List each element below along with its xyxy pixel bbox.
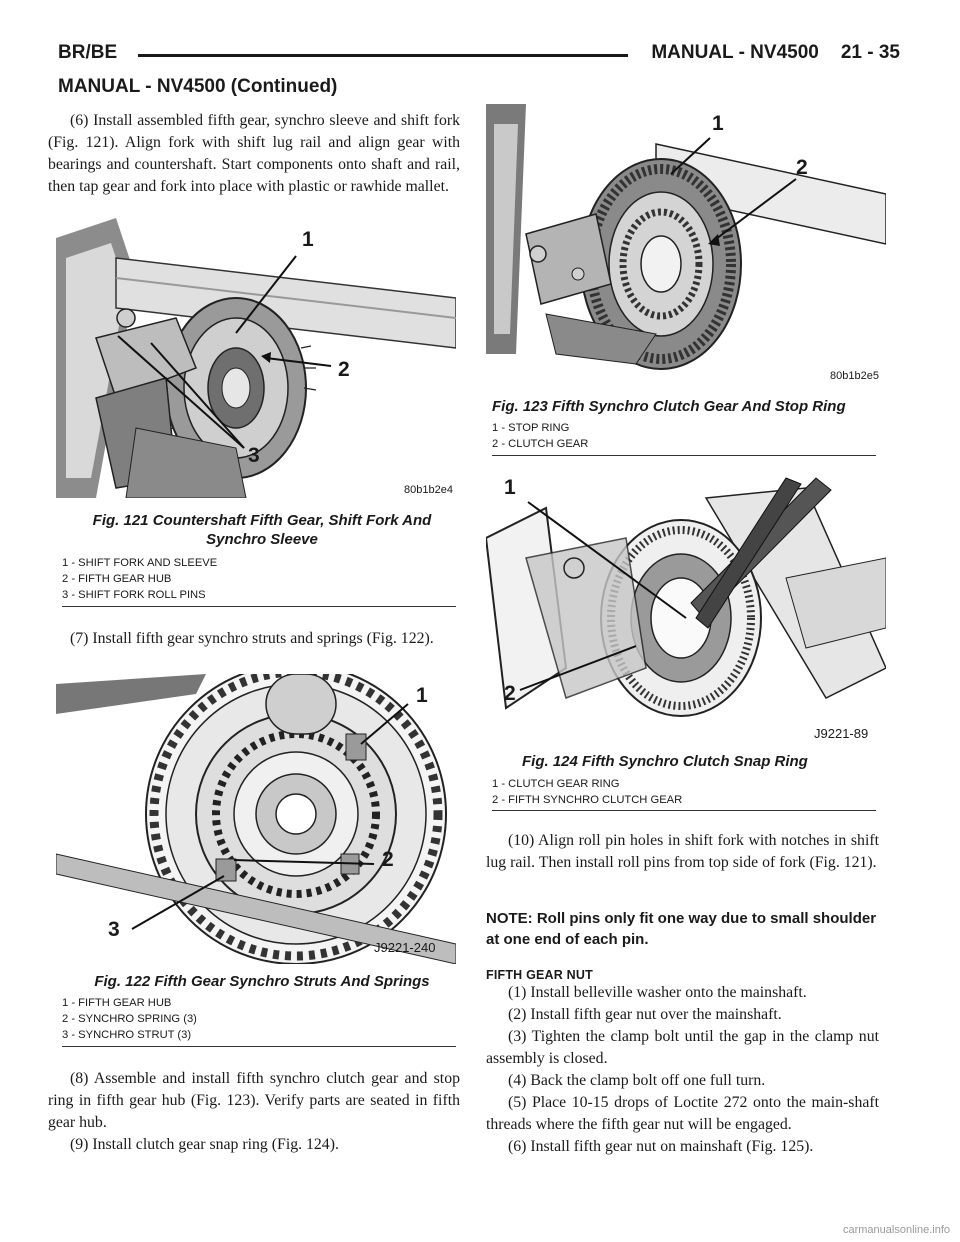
fig-123-code: 80b1b2e5 <box>830 370 879 382</box>
right-step-10 <box>486 830 879 874</box>
legend-item: 3 - SYNCHRO STRUT (3) <box>62 1029 192 1041</box>
legend-item: 2 - SYNCHRO SPRING (3) <box>62 1013 197 1025</box>
step-7-text: (7) Install fifth gear synchro struts and springs (Fig. 122). <box>70 630 434 647</box>
header-manual: MANUAL - NV4500 <box>651 42 819 63</box>
section-continued-title: MANUAL - NV4500 (Continued) <box>58 76 338 97</box>
fig-121-callout-2: 2 <box>338 358 350 381</box>
page-number: 21 - 35 <box>840 42 900 63</box>
fig-124-illustration <box>486 468 886 748</box>
section-heading: FIFTH GEAR NUT <box>486 968 593 982</box>
legend-item: 1 - CLUTCH GEAR RING <box>492 778 620 790</box>
nut-step-6: (6) Install fifth gear nut on mainshaft (Fig. 125). <box>508 1138 814 1155</box>
fig-123-caption: Fig. 123 Fifth Synchro Clutch Gear And Stop Ring <box>492 398 846 415</box>
fig-123-rule <box>492 455 876 456</box>
nut-step-3: (3) Tighten the clamp bolt until the gap in the clamp nut assembly is closed. <box>486 1028 879 1067</box>
legend-item: 1 - FIFTH GEAR HUB <box>62 997 172 1009</box>
fig-124-legend <box>492 776 682 808</box>
fig-122-rule <box>62 1046 456 1047</box>
fig-121-callout-1: 1 <box>302 228 314 251</box>
figure-122 <box>56 674 456 964</box>
fig-122-legend <box>62 995 197 1043</box>
fig-124-caption: Fig. 124 Fifth Synchro Clutch Snap Ring <box>522 753 808 770</box>
legend-item: 2 - FIFTH GEAR HUB <box>62 573 172 585</box>
left-steps-8-9 <box>48 1068 460 1156</box>
fifth-gear-nut-steps <box>486 982 879 1158</box>
watermark: carmanualsonline.info <box>842 1224 950 1236</box>
fig-121-caption-line-2: Synchro Sleeve <box>206 531 318 548</box>
fig-124-callout-2: 2 <box>504 682 516 705</box>
right-note <box>486 908 879 950</box>
fig-123-legend <box>492 420 588 452</box>
legend-item: 2 - FIFTH SYNCHRO CLUTCH GEAR <box>492 794 683 806</box>
figure-123 <box>486 104 886 384</box>
step-6-text: (6) Install assembled fifth gear, synchro sleeve and shift fork (Fig. 121). Align fork with shift lug rail and align gear with bearings and countershaft. Start components onto shaft and rail, then tap gear and fork into place with plastic or rawhide mallet. <box>48 112 460 195</box>
fig-124-rule <box>492 810 876 811</box>
figure-121 <box>56 218 456 498</box>
step-9-text: (9) Install clutch gear snap ring (Fig. 124). <box>70 1136 339 1153</box>
header-title <box>651 42 900 64</box>
fig-123-illustration <box>486 104 886 384</box>
left-step-6 <box>48 110 460 198</box>
nut-step-5: (5) Place 10-15 drops of Loctite 272 onto the main-shaft threads where the fifth gear nut will be engaged. <box>486 1094 879 1133</box>
fig-121-rule <box>62 606 456 607</box>
fig-124-callout-1: 1 <box>504 476 516 499</box>
header-rule <box>138 54 628 57</box>
header-model: BR/BE <box>58 42 118 63</box>
step-8-text: (8) Assemble and install fifth synchro clutch gear and stop ring in fifth gear hub (Fig. 123). Verify parts are seated in fifth gear hub. <box>48 1070 460 1131</box>
fig-122-caption: Fig. 122 Fifth Gear Synchro Struts And Springs <box>94 973 430 990</box>
nut-step-4: (4) Back the clamp bolt off one full turn. <box>508 1072 766 1089</box>
legend-item: 3 - SHIFT FORK ROLL PINS <box>62 589 206 601</box>
legend-item: 2 - CLUTCH GEAR <box>492 438 589 450</box>
fig-123-callout-2: 2 <box>796 156 808 179</box>
nut-step-2: (2) Install fifth gear nut over the mainshaft. <box>508 1006 782 1023</box>
fig-121-caption-line-1: Fig. 121 Countershaft Fifth Gear, Shift Fork And <box>92 512 432 529</box>
legend-item: 1 - STOP RING <box>492 422 570 434</box>
fig-122-callout-2: 2 <box>382 848 394 871</box>
fig-124-code: J9221-89 <box>814 726 869 741</box>
left-step-7 <box>48 628 460 650</box>
fig-123-callout-1: 1 <box>712 112 724 135</box>
legend-item: 1 - SHIFT FORK AND SLEEVE <box>62 557 218 569</box>
fig-122-callout-1: 1 <box>416 684 428 707</box>
fig-121-callout-3: 3 <box>248 444 260 467</box>
figure-124 <box>486 468 886 748</box>
fig-121-legend <box>62 555 217 603</box>
fig-121-code: 80b1b2e4 <box>404 484 453 496</box>
fig-121-caption <box>72 511 452 549</box>
note-text: NOTE: Roll pins only fit one way due to small shoulder at one end of each pin. <box>486 910 877 948</box>
nut-step-1: (1) Install belleville washer onto the mainshaft. <box>508 984 807 1001</box>
step-10-text: (10) Align roll pin holes in shift fork with notches in shift lug rail. Then install roll pins from top side of fork (Fig. 121). <box>486 832 879 871</box>
fig-122-code: J9221-240 <box>374 940 436 955</box>
fig-122-callout-3: 3 <box>108 918 120 941</box>
